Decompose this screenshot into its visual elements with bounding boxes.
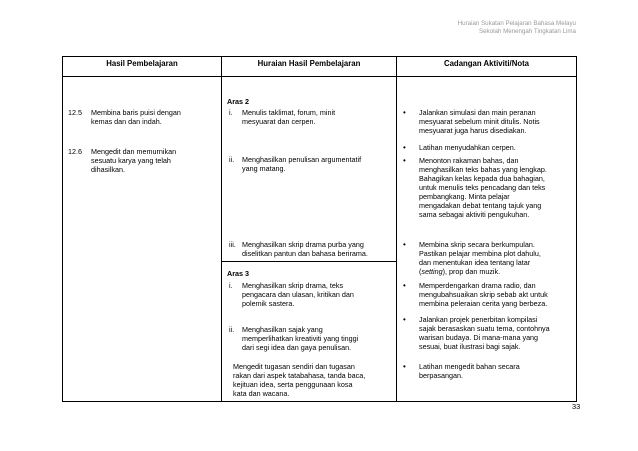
activity-line: Membina skrip secara berkumpulan.: [419, 240, 535, 249]
description-line: memperlihatkan kreativiti yang tinggi: [242, 334, 359, 343]
activity-line: pembangkang. Minta pelajar: [419, 192, 510, 201]
activity-line: dan menentukan idea tentang latar: [419, 258, 531, 267]
outcome-text-line: sesuatu karya yang telah: [91, 156, 171, 165]
description-line: mesyuarat dan cerpen.: [242, 117, 316, 126]
activity-line: Memperdengarkan drama radio, dan: [419, 281, 536, 290]
page-number: 33: [572, 402, 581, 411]
outcome-text-line: kemas dan dan indah.: [91, 117, 162, 126]
outcome-text-line: dihasilkan.: [91, 165, 125, 174]
activity-line: Latihan mengedit bahan secara: [419, 362, 520, 371]
activity-line: sama sebagai aktiviti pengukuhan.: [419, 210, 530, 219]
level-divider: [222, 261, 396, 262]
activity-line: mesyuarat sebelum minit ditulis. Notis: [419, 117, 540, 126]
document-header-title: Huraian Sukatan Pelajaran Bahasa Melayu: [457, 20, 576, 27]
description-line: polemik sastera.: [242, 299, 295, 308]
bullet-icon: •: [403, 108, 406, 117]
activity-line: Jalankan projek penerbitan kompilasi: [419, 315, 538, 324]
activity-line: sesuai, buat ilustrasi bagi sajak.: [419, 342, 521, 351]
activity-line-setting: [419, 267, 500, 276]
description-line: pengacara dan ulasan, kritikan dan: [242, 290, 354, 299]
description-line: diselitkan pantun dan bahasa berirama.: [242, 249, 368, 258]
description-number: i.: [229, 108, 233, 117]
bullet-icon: •: [403, 315, 406, 324]
description-line: kejituan idea, serta penggunaan kosa: [233, 380, 353, 389]
syllabus-table: [62, 56, 577, 402]
description-number: i.: [229, 281, 233, 290]
descriptions-cell: [222, 77, 397, 402]
activity-line: untuk menulis teks pencadang dan teks: [419, 183, 546, 192]
activity-line: mesyuarat juga harus disediakan.: [419, 126, 527, 135]
level-heading: Aras 3: [227, 269, 249, 278]
activity-line: sajak berasaskan suatu tema, contohnya: [419, 324, 550, 333]
description-line: dari segi idea dan gaya penulisan.: [242, 343, 352, 352]
italic-term: setting: [421, 267, 443, 276]
description-line: Menulis taklimat, forum, minit: [242, 108, 336, 117]
bullet-icon: •: [403, 240, 406, 249]
activity-line: Pastikan pelajar membina plot dahulu,: [419, 249, 541, 258]
paren-open: (: [419, 267, 422, 276]
activity-line: membina peleraian cerita yang berbeza.: [419, 299, 548, 308]
bullet-icon: •: [403, 143, 406, 152]
description-line: rakan dari aspek tatabahasa, tanda baca,: [233, 371, 366, 380]
description-number: ii.: [229, 155, 235, 164]
activity-line: Bahagikan kelas kepada dua bahagian,: [419, 174, 545, 183]
activity-line: menghasilkan teks bahas yang lengkap.: [419, 165, 547, 174]
outcome-number: 12.6: [68, 147, 82, 156]
bullet-icon: •: [403, 281, 406, 290]
activity-line: Jalankan simulasi dan main peranan: [419, 108, 536, 117]
outcome-text-line: Membina baris puisi dengan: [91, 108, 181, 117]
description-number: ii.: [229, 325, 235, 334]
activity-line: berpasangan.: [419, 371, 463, 380]
description-line: Menghasilkan skrip drama purba yang: [242, 240, 364, 249]
activity-line: mengubahsuaikan skrip sebab akt untuk: [419, 290, 548, 299]
description-number: iii.: [229, 240, 236, 249]
document-header-subtitle: Sekolah Menengah Tingkatan Lima: [478, 28, 576, 35]
outcome-number: 12.5: [68, 108, 82, 117]
activity-line: mengadakan debat tentang tajuk yang: [419, 201, 542, 210]
description-line: Menghasilkan skrip drama, teks: [242, 281, 344, 290]
outcome-text-line: Mengedit dan memurnikan: [91, 147, 177, 156]
activities-cell: [397, 77, 577, 402]
column-header-hasil: Hasil Pembelajaran: [63, 57, 222, 77]
column-header-cadangan: Cadangan Aktiviti/Nota: [397, 57, 577, 77]
activity-line: warisan budaya. Di mana-mana yang: [419, 333, 539, 342]
table-body-row: [63, 77, 577, 402]
description-line: kata dan wacana.: [233, 389, 290, 398]
bullet-icon: •: [403, 156, 406, 165]
column-header-huraian: Huraian Hasil Pembelajaran: [222, 57, 397, 77]
description-line: Menghasilkan sajak yang: [242, 325, 323, 334]
description-line: yang matang.: [242, 164, 286, 173]
table-header-row: [63, 57, 577, 77]
level-heading: Aras 2: [227, 97, 249, 106]
activity-line-tail: ), prop dan muzik.: [442, 267, 501, 276]
description-line: Menghasilkan penulisan argumentatif: [242, 155, 362, 164]
outcomes-cell: [63, 77, 222, 402]
activity-line: Menonton rakaman bahas, dan: [419, 156, 519, 165]
activity-line: Latihan menyudahkan cerpen.: [419, 143, 516, 152]
description-line: Mengedit tugasan sendiri dan tugasan: [233, 362, 355, 371]
bullet-icon: •: [403, 362, 406, 371]
